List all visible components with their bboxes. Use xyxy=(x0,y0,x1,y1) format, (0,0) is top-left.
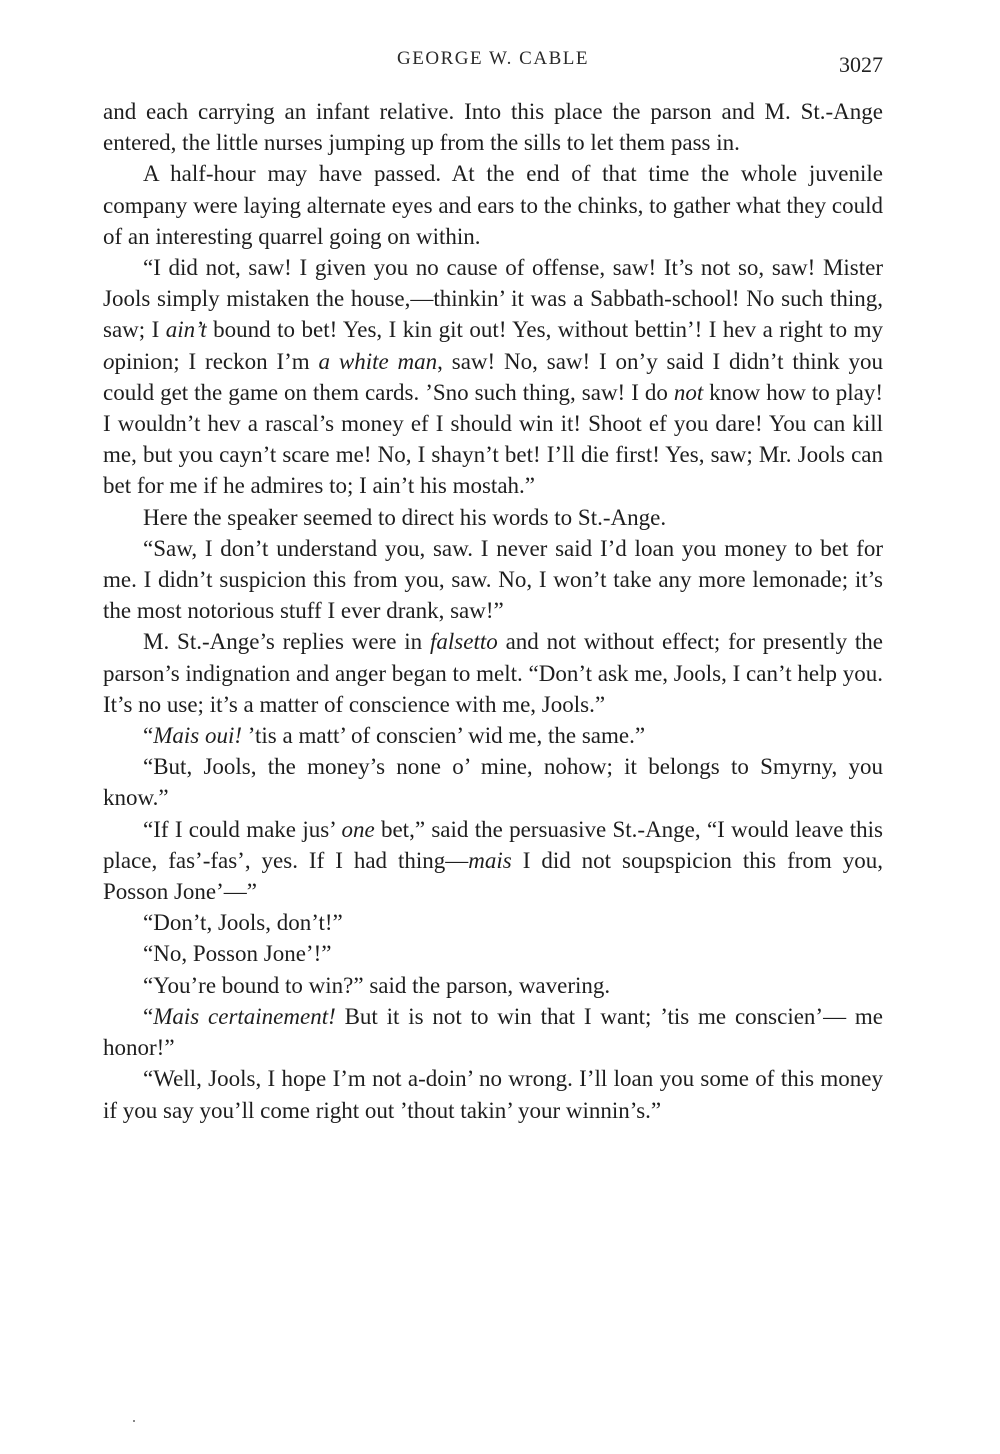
italic-text: o xyxy=(103,348,115,374)
paragraph xyxy=(103,252,883,502)
italic-text: one xyxy=(341,816,375,842)
paragraph xyxy=(103,907,883,938)
paragraph xyxy=(103,751,883,813)
text-segment: “You’re bound to win?” said the parson, wavering. xyxy=(143,972,611,998)
italic-text: a white man xyxy=(318,348,438,374)
text-segment: “No, Posson Jone’!” xyxy=(143,941,332,967)
italic-text: Mais certainement! xyxy=(153,1003,336,1029)
paragraph xyxy=(103,158,883,252)
text-segment: “If I could make jus’ xyxy=(143,816,342,842)
paragraph xyxy=(103,1063,883,1125)
italic-text: falsetto xyxy=(430,629,498,655)
italic-text: Mais oui! xyxy=(153,723,243,749)
text-segment: But it is not to win that I want; ’tis me conscien’— me honor!” xyxy=(103,1003,883,1061)
running-head: GEORGE W. CABLE xyxy=(397,48,589,69)
text-segment: and each carrying an infant relative. Into this place the parson and M. St.-Ange entered, the little nurses jumping up from the sills to let them pass in. xyxy=(103,99,883,156)
text-segment: pinion; I reckon I’m xyxy=(114,348,319,374)
text-segment: I did not soupspicion this from you, Posson Jone’—” xyxy=(103,847,883,905)
text-segment: ’tis a matt’ of conscien’ wid me, the same.” xyxy=(242,723,646,749)
paragraph xyxy=(103,626,883,720)
paragraph xyxy=(103,814,883,908)
text-segment: “Saw, I don’t understand you, saw. I never said I’d loan you money to bet for me. I didn’t suspicion this from you, saw. No, I won’t take any more lemonade; it’s the most notorious stuff I ever drank, saw!” xyxy=(103,535,883,624)
paragraph xyxy=(103,533,883,627)
text-segment: “But, Jools, the money’s none o’ mine, nohow; it belongs to Smyrny, you know.” xyxy=(103,754,883,811)
page-number: 3027 xyxy=(839,52,883,77)
italic-text: mais xyxy=(468,847,512,873)
text-segment: “Don’t, Jools, don’t!” xyxy=(143,910,343,936)
text-segment: “Well, Jools, I hope I’m not a-doin’ no wrong. I’ll loan you some of this money if you say you’ll come right out ’thout takin’ your winnin’s.” xyxy=(103,1066,883,1123)
text-segment: bound to bet! Yes, I kin git out! Yes, without bettin’! I hev a right to my xyxy=(206,317,883,343)
text-segment: , saw! No, saw! I on’y said I didn’t think you could get the game on them cards. ’Sno such thing, saw! I do xyxy=(103,348,883,405)
text-segment: “ xyxy=(143,723,154,749)
paragraph xyxy=(103,502,883,533)
text-segment: M. St.-Ange’s replies were in xyxy=(143,629,431,655)
italic-text: not xyxy=(673,379,704,405)
page-header xyxy=(103,48,883,78)
paragraph xyxy=(103,1001,883,1063)
print-speck xyxy=(133,1420,135,1422)
text-segment: and not without effect; for presently the parson’s indignation and anger began to melt. “Don’t ask me, Jools, I can’t help you. It’s no use; it’s a matter of conscience with me, Jools.” xyxy=(103,629,883,717)
body-text xyxy=(103,96,883,1126)
text-segment: Here the speaker seemed to direct his words to St.-Ange. xyxy=(143,504,667,530)
text-segment: “ xyxy=(143,1003,154,1029)
text-segment: A half-hour may have passed. At the end of that time the whole juvenile company were laying alternate eyes and ears to the chinks, to gather what they could of an interesting quarrel going on within. xyxy=(103,161,883,249)
text-segment: know how to play! I wouldn’t hev a rascal’s money ef I should win it! Shoot ef you dare! You can kill me, but you cayn’t scare me! No, I shayn’t bet! I’ll die first! Yes, saw; Mr. Jools can bet for me if he admires to; I ain’t his mostah.” xyxy=(103,379,883,499)
text-segment: “I did not, saw! I given you no cause of offense, saw! It’s not so, saw! Mister Jools simply mistaken the house,—thinkin’ it was a Sabbath-school! No such thing, saw; I xyxy=(103,255,883,343)
paragraph xyxy=(103,720,883,751)
paragraph xyxy=(103,96,883,158)
paragraph xyxy=(103,938,883,969)
paragraph xyxy=(103,970,883,1001)
text-segment: bet,” said the persuasive St.-Ange, “I would leave this place, fas’-fas’, yes. If I had thing— xyxy=(103,816,883,873)
italic-text: ain’t xyxy=(165,317,207,343)
